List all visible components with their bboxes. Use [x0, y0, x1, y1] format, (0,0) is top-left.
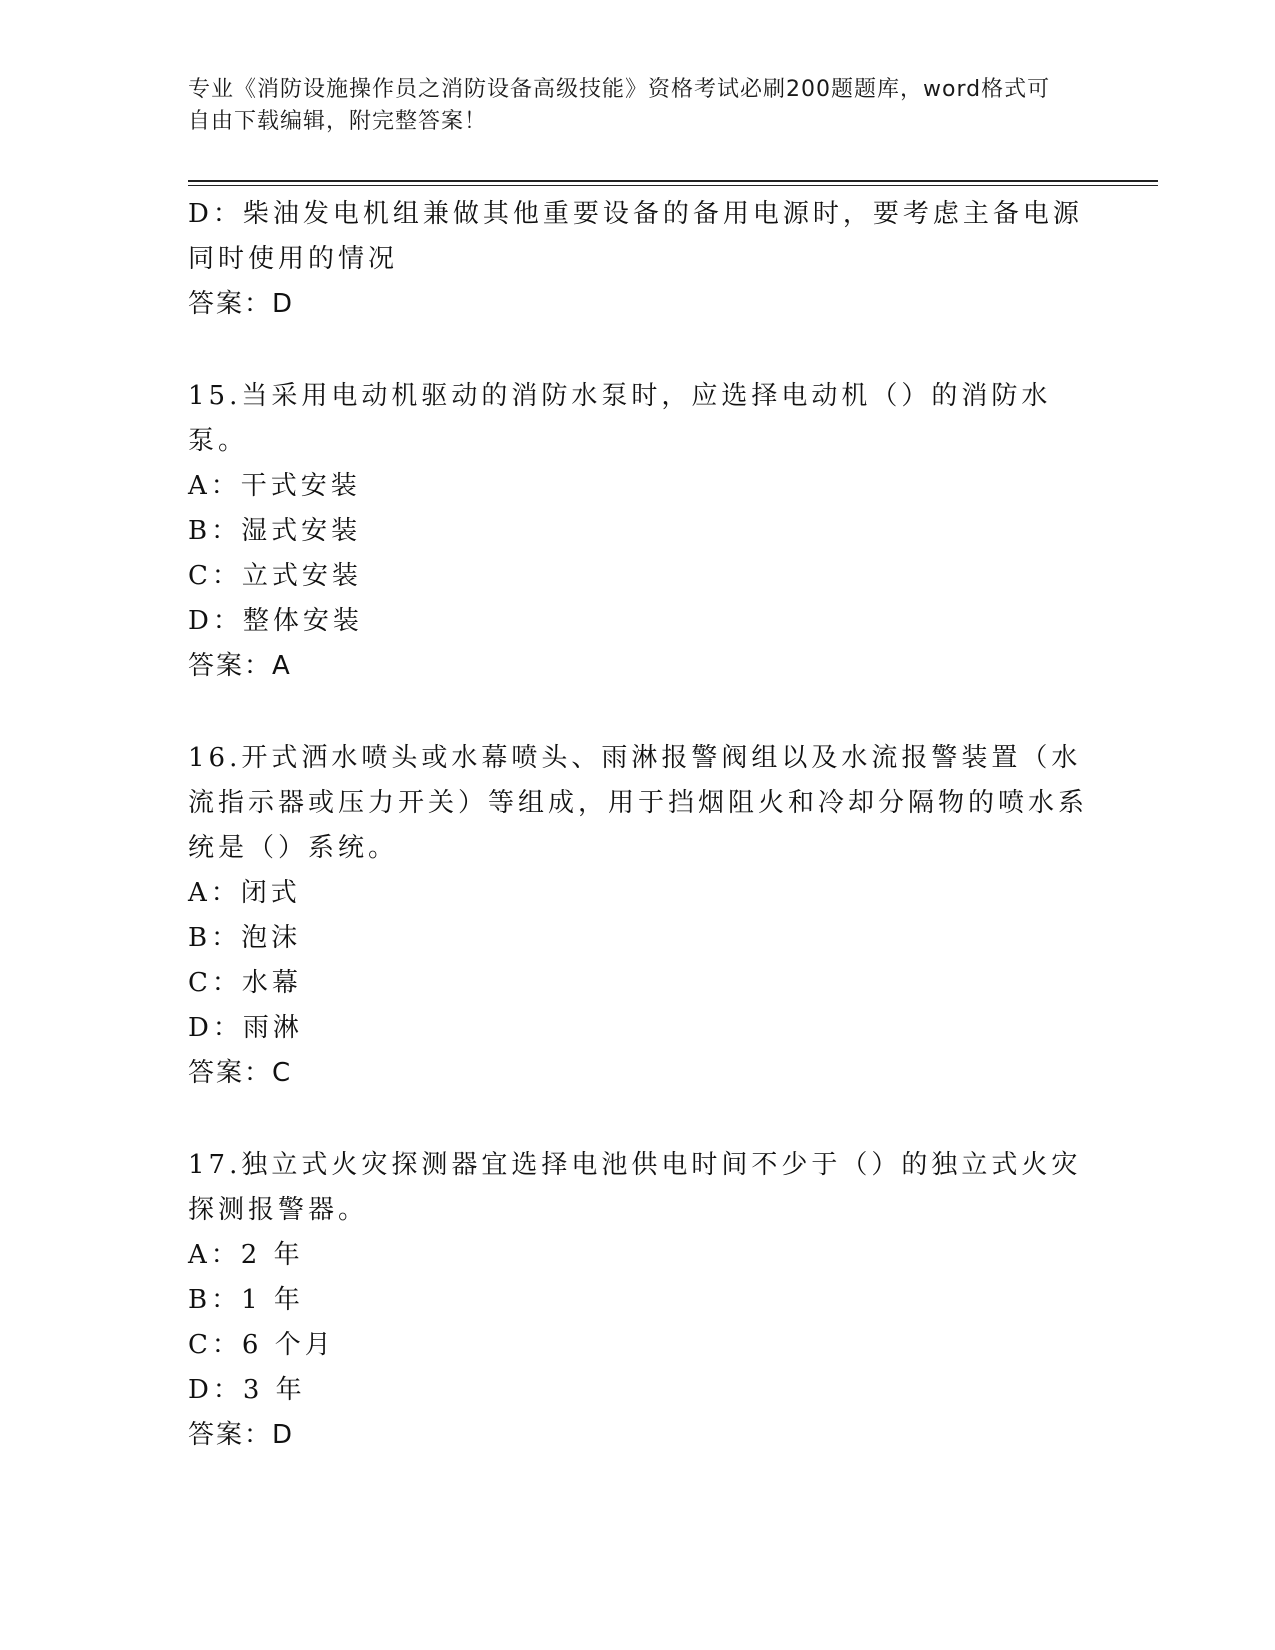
option-c: C：水幕: [188, 968, 302, 998]
option-c: C：6 个月: [188, 1330, 335, 1360]
header-rule-thin: [188, 185, 1158, 186]
header-rule-thick: [188, 180, 1158, 182]
option-b: B：1 年: [188, 1285, 304, 1315]
option-b: B：泡沫: [188, 923, 302, 953]
question-16: [188, 736, 1088, 1096]
answer: 答案：D: [188, 1420, 295, 1450]
question-content: [188, 192, 1088, 1458]
option-a: A：闭式: [188, 878, 301, 908]
question-17: [188, 1143, 1088, 1458]
question-stem: 15.当采用电动机驱动的消防水泵时，应选择电动机（）的消防水泵。: [188, 381, 1052, 456]
option-a: A：干式安装: [188, 471, 361, 501]
option-b: B：湿式安装: [188, 516, 362, 546]
option-d: D：雨淋: [188, 1013, 303, 1043]
option-d: D：整体安装: [188, 606, 363, 636]
question-stem: 17.独立式火灾探测器宜选择电池供电时间不少于（）的独立式火灾探测报警器。: [188, 1150, 1082, 1225]
question-15: [188, 374, 1088, 689]
option-c: C：立式安装: [188, 561, 362, 591]
prev-answer: 答案：D: [188, 289, 295, 319]
option-a: A：2 年: [188, 1240, 304, 1270]
page-header: 专业《消防设施操作员之消防设备高级技能》资格考试必刷200题题库，word格式可自由下载编辑，附完整答案！: [188, 77, 1051, 134]
answer: 答案：C: [188, 1058, 293, 1088]
question-stem: 16.开式洒水喷头或水幕喷头、雨淋报警阀组以及水流报警装置（水流指示器或压力开关）等组成，用于挡烟阻火和冷却分隔物的喷水系统是（）系统。: [188, 743, 1089, 863]
option-d: D：3 年: [188, 1375, 306, 1405]
answer: 答案：A: [188, 651, 292, 681]
prev-option-d: D：柴油发电机组兼做其他重要设备的备用电源时，要考虑主备电源同时使用的情况: [188, 199, 1083, 274]
